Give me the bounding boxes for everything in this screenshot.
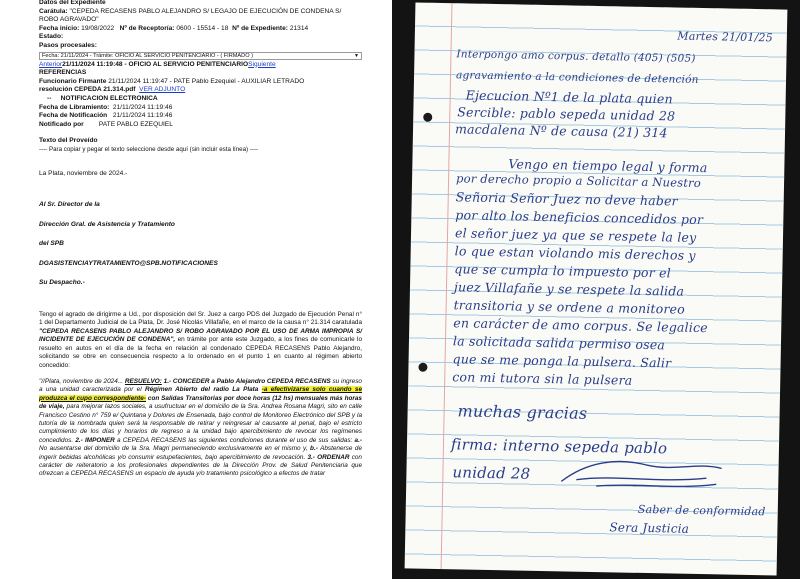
letter-line-13: juez Villafañe y se respete la salida — [453, 279, 685, 299]
chevron-down-icon: ▼ — [354, 52, 359, 59]
caratula-value: "CEPEDA RECASENS PABLO ALEJANDRO S/ LEGAJO DE EJECUCIÓN DE CONDENA S/ ROBO AGRAVADO" — [39, 7, 342, 24]
p2-c: su ingreso a una unidad caracterizada por el — [39, 377, 362, 394]
letter-line-16: la solicitada salida permiso osea — [452, 333, 666, 353]
notificado-value: PATE PABLO EZEQUIEL — [98, 120, 173, 128]
pasos-label: Pasos procesales: — [39, 41, 97, 49]
letter-line-1: Interpongo amo corpus. detallo (405) (505) — [456, 48, 696, 65]
notificado-row — [39, 121, 362, 130]
p2-regimen: Régimen Abierto del radio La Plata — [144, 386, 259, 394]
notificado-label: Notificado por — [39, 120, 84, 128]
letter-thanks: muchas gracias — [457, 401, 588, 423]
notificacion-fecha-value: 21/11/2024 11:19:46 — [112, 112, 173, 120]
libramiento-value: 21/11/2024 11:19:46 — [112, 103, 173, 111]
letter-date: Martes 21/01/25 — [677, 29, 773, 45]
recipient-despacho: Su Despacho.- — [39, 279, 85, 287]
expediente-value: 21314 — [289, 24, 309, 32]
pasos-select[interactable] — [39, 52, 362, 60]
recipient-line-2: Dirección Gral. de Asistencia y Tratamiento — [39, 220, 175, 228]
pasos-select-value: Fecha: 21/11/2024 - Trámite: OFICIO AL SERVICIO PENITENCIARIO - ( FIRMADO ) — [42, 52, 253, 59]
letter-signature-line: firma: interno sepeda pablo — [450, 435, 668, 458]
letter-line-17: que se me ponga la pulsera. Salir — [452, 351, 672, 371]
libramiento-label: Fecha de Libramiento: — [39, 103, 110, 111]
p2-resuelvo: RESUELVO: — [124, 377, 162, 385]
p1-caratula: "CEPEDA RECASENS PABLO ALEJANDRO S/ ROBO AGRAVADO POR EL USO DE ARMA IMPROPIA S/ INCIDENTE DE EJECUCIÓN DE CONDENA", — [39, 327, 362, 344]
letter-line-9: por alto los beneficios concedidos por — [455, 207, 704, 228]
letter-line-11: lo que estan violando mis derechos y — [454, 243, 696, 263]
letter-line-3: Ejecucion Nº1 de la plata quien — [465, 87, 673, 107]
letter-line-15: en carácter de amo corpus. Se legalice — [453, 315, 708, 336]
binder-holes — [415, 2, 787, 9]
letter-line-7: por derecho propio a Solicitar a Nuestro — [455, 171, 702, 190]
letter-line-12: que se cumpla lo impuesto por el — [454, 261, 672, 281]
recipient-email: DGASISTENCIAYTRATAMIENTO@SPB.NOTIFICACIONES — [39, 259, 218, 267]
recipient-line-3: del SPB — [39, 240, 64, 248]
letter-line-18: con mi tutora sin la pulsera — [452, 369, 633, 388]
resolucion-label: resolución CEPEDA 21.314.pdf — [39, 86, 136, 94]
libramiento-row — [39, 104, 362, 113]
signature-scribble — [556, 451, 727, 494]
hole-icon — [418, 363, 427, 372]
margin-line — [441, 3, 453, 569]
p2-o: con carácter de reiteratorio a los profesionales dependientes de la Dirección Prov. de Salud Penitenciaria que ofrezcan a CEPEDA RECASENS un espacio de ayuda y/o tratamiento psicológico a efectos de tratar — [39, 453, 362, 478]
place-date: La Plata, noviembre de 2024.- — [39, 169, 128, 177]
receptoria-value: 0600 - 15514 - 18 — [176, 24, 229, 32]
paso-nav — [39, 61, 362, 70]
p2-g: para mejorar lazos sociales, a usufructuar en el domicilio de la Sra. Andrea Rosana Magri, sito en calle Francisco Cestino n° 759 e/ Quintana y Dolores de Ensenada, bajo control de Monitoreo Electrónico del SPB y la tutoría de la nombrada quien será la responsable de retirar y reingresar al causante al penal, bajo el estricto cumplimiento de los días y horarios de regreso a la unidad bajo apercibimiento de revocar los regímenes concedidos. — [39, 403, 362, 444]
expediente-document-panel — [0, 0, 392, 579]
p2-m: Abstenerse de ingerir bebidas alcohólicas y/o consumir estupefacientes, bajo apercibimiento de revocación. — [39, 445, 362, 461]
p2-i: a CEPEDA RECASENS las siguientes condiciones durante el uso de sus salidas: — [117, 436, 353, 444]
p2-a: a.- — [354, 436, 362, 444]
fecha-inicio-value: 19/08/2022 — [81, 24, 115, 32]
notificacion-heading: -- NOTIFICACION ELECTRONICA — [47, 94, 158, 102]
letter-line-2: agravamiento a la condiciones de detención — [455, 69, 699, 86]
receptoria-label: Nº de Receptoría: — [119, 24, 175, 32]
recipient-line-1: Al Sr. Director de la — [39, 201, 100, 209]
p2-imponer: 2.- IMPONER — [75, 436, 115, 444]
handwritten-letter-photo — [392, 0, 800, 579]
siguiente-link[interactable]: Siguiente — [248, 60, 276, 68]
p2-salidas: con Salidas Transitorias por doce horas (12 hs) mensuales más horas de viaje, — [39, 394, 362, 411]
fecha-inicio-row — [39, 25, 362, 34]
expediente-label: Nº de Expediente: — [232, 24, 288, 32]
proveido-paragraph-1 — [39, 311, 362, 370]
notificacion-fecha-label: Fecha de Notificación — [39, 112, 108, 120]
caratula-row — [39, 8, 362, 25]
p1-intro: Tengo el agrado de dirigirme a Ud., por disposición del Sr. Juez a cargo PDS del Juzgado de Ejecución Penal n° 1 del Departamento Judicial de La Plata, Dr. José Nicolás Villafañe, en el marco de la causa n° 21.314 caratulada — [39, 311, 362, 327]
letter-line-14: transitoria y se ordene a monitoreo — [453, 297, 686, 317]
proveido-title: Texto del Proveído — [39, 137, 98, 145]
resolucion-row — [39, 86, 362, 95]
letter-line-6: Vengo en tiempo legal y forma — [508, 156, 708, 176]
notificacion-fecha-row — [39, 112, 362, 121]
proveido-paragraph-2 — [39, 378, 362, 479]
letter-line-4: Sercible: pablo sepeda unidad 28 — [457, 104, 676, 124]
referencias-heading: REFERENCIAS — [39, 69, 87, 77]
p2-cupo-highlight: -a efectivizarse solo cuando se produzca el cupo correspondiente- — [39, 386, 363, 402]
letter-justicia: Sera Justicia — [609, 520, 690, 536]
funcionario-label: Funcionario Firmante — [39, 77, 107, 85]
caratula-label: Carátula: — [39, 7, 68, 15]
estado-label: Estado: — [39, 33, 64, 41]
fecha-inicio-label: Fecha inicio: — [39, 24, 80, 32]
p1-body: en trámite por ante este Juzgado, a los fines de comunicarle lo resuelto en autos en el día de la fecha en relación al condenado CEPEDA RECASENS Pablo Alejandro, solicitando se obre en consecuencia respecto a lo ordenado en el punto 1 en cuanto al régimen abierto concedido: — [39, 336, 362, 369]
ver-adjunto-link[interactable]: VER ADJUNTO — [139, 86, 186, 94]
notebook-page — [405, 2, 788, 575]
funcionario-value: 21/11/2024 11:19:47 - PATE Pablo Ezequiel - AUXILIAR LETRADO — [108, 77, 305, 85]
p2-date: "//Plata, noviembre de 2024... — [39, 377, 124, 385]
hole-icon — [423, 113, 432, 122]
expediente-content — [39, 0, 362, 479]
p2-conceder: 1.- CONCEDER a Pablo Alejandro CEPEDA RECASENS — [163, 377, 331, 385]
letter-line-5: macdalena Nº de causa (21) 314 — [454, 121, 668, 141]
p2-b: b.- — [310, 445, 318, 453]
letter-line-10: el señor juez ya que se respete la ley — [454, 225, 697, 245]
letter-unit: unidad 28 — [452, 463, 531, 483]
letter-line-8: Señoria Señor Juez no deve haber — [455, 189, 678, 209]
proveido-hint: ---- Para copiar y pegar el texto seleccione desde aquí (sin incluir esta línea) ---- — [39, 145, 259, 153]
paso-title: 21/11/2024 11:19:48 - OFICIO AL SERVICIO PENITENCIARIO — [62, 60, 249, 68]
datos-heading: Datos del Expediente — [39, 0, 106, 6]
notificacion-title: NOTIFICACION ELECTRONICA — [60, 94, 158, 102]
anterior-link[interactable]: Anterior — [39, 60, 63, 68]
letter-conformidad: Saber de conformidad — [637, 502, 766, 519]
p2-k: No ausentarse del domicilio de la Sra. Magri permaneciendo exclusivamente en el mismo y, — [39, 445, 308, 453]
funcionario-row — [39, 78, 362, 87]
p2-ordenar: 3.- ORDENAR — [307, 453, 350, 461]
